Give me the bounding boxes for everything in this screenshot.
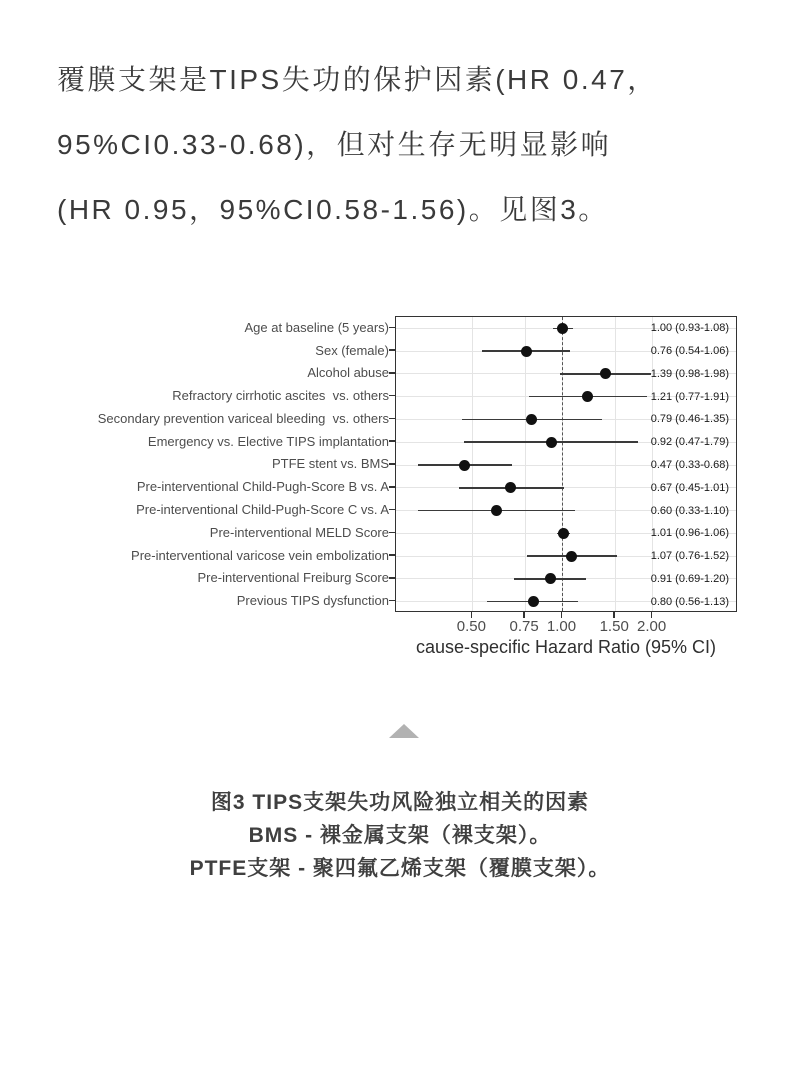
hr-value-label: 0.47 (0.33-0.68) (650, 459, 729, 471)
y-axis-label: PTFE stent vs. BMS (271, 456, 389, 472)
hr-point (491, 505, 502, 516)
paragraph-line: (HR 0.95，95%CI0.58-1.56)。见图3。 (57, 194, 609, 225)
hr-point (459, 460, 470, 471)
hr-point (526, 414, 537, 425)
hr-point (557, 323, 568, 334)
hr-value-label: 1.07 (0.76-1.52) (650, 550, 729, 563)
reference-line (562, 317, 563, 611)
hr-value-label: 0.67 (0.45-1.01) (650, 481, 729, 494)
hr-point (558, 528, 569, 539)
y-axis-label: Pre-interventional MELD Score (209, 524, 389, 540)
paragraph-line: 95%CI0.33-0.68)，但对生存无明显影响 (57, 129, 612, 160)
hr-value-label: 0.60 (0.33-1.10) (650, 504, 729, 517)
hr-value-label: 1.21 (0.77-1.91) (650, 390, 729, 403)
plot-panel (395, 316, 737, 612)
hr-value-label: 1.01 (0.96-1.06) (650, 527, 729, 540)
hr-value-label: 0.80 (0.56-1.13) (650, 595, 729, 608)
figure-caption (0, 786, 800, 885)
hr-point (545, 573, 556, 584)
x-tick-label: 1.00 (546, 618, 577, 635)
hr-value-label: 1.39 (0.98-1.98) (650, 367, 729, 380)
hr-point (505, 482, 516, 493)
hr-point (566, 551, 577, 562)
x-tick-label: 0.75 (509, 618, 539, 635)
figure-caption-line: PTFE支架 - 聚四氟乙烯支架（覆膜支架）。 (189, 857, 611, 880)
y-axis-label: Alcohol abuse (307, 365, 389, 381)
y-axis-label: Pre-interventional Freiburg Score (197, 570, 389, 586)
hr-value-label: 1.00 (0.93-1.08) (650, 322, 729, 335)
y-axis-label: Refractory cirrhotic ascites vs. others (172, 388, 389, 404)
y-axis-label: Age at baseline (5 years) (244, 319, 389, 335)
hr-value-label: 0.92 (0.47-1.79) (650, 436, 729, 449)
y-axis-label: Sex (female) (315, 342, 389, 358)
x-tick-label: 1.50 (599, 618, 629, 635)
hr-value-label: 0.91 (0.69-1.20) (650, 572, 729, 585)
y-axis-label: Emergency vs. Elective TIPS implantation (147, 433, 389, 449)
y-axis-label: Pre-interventional varicose vein embolization (131, 547, 389, 563)
hr-value-label: 0.76 (0.54-1.06) (650, 345, 729, 358)
paragraph-line: 覆膜支架是TIPS失功的保护因素(HR 0.47， (57, 64, 658, 95)
hr-point (600, 368, 611, 379)
hr-point (521, 346, 532, 357)
x-axis-title: cause-specific Hazard Ratio (95% CI) (415, 637, 717, 657)
x-tick-label: 0.50 (456, 618, 486, 635)
hr-point (528, 596, 539, 607)
y-axis-label: Pre-interventional Child-Pugh-Score B vs. A (136, 479, 389, 495)
intro-paragraph (57, 47, 763, 242)
y-axis-label: Secondary prevention variceal bleeding vs. others (97, 410, 389, 426)
x-tick-label: 2.00 (636, 618, 667, 635)
figure-caption-line: 图3 TIPS支架失功风险独立相关的因素 (210, 791, 590, 814)
hr-value-label: 0.79 (0.46-1.35) (650, 413, 729, 426)
figure-caption-line: BMS - 裸金属支架（裸支架）。 (248, 824, 552, 847)
hr-point (582, 391, 593, 402)
hr-point (546, 437, 557, 448)
y-axis-label: Previous TIPS dysfunction (236, 593, 389, 609)
y-axis-label: Pre-interventional Child-Pugh-Score C vs. A (136, 502, 389, 518)
triangle-up-icon[interactable] (389, 724, 419, 738)
